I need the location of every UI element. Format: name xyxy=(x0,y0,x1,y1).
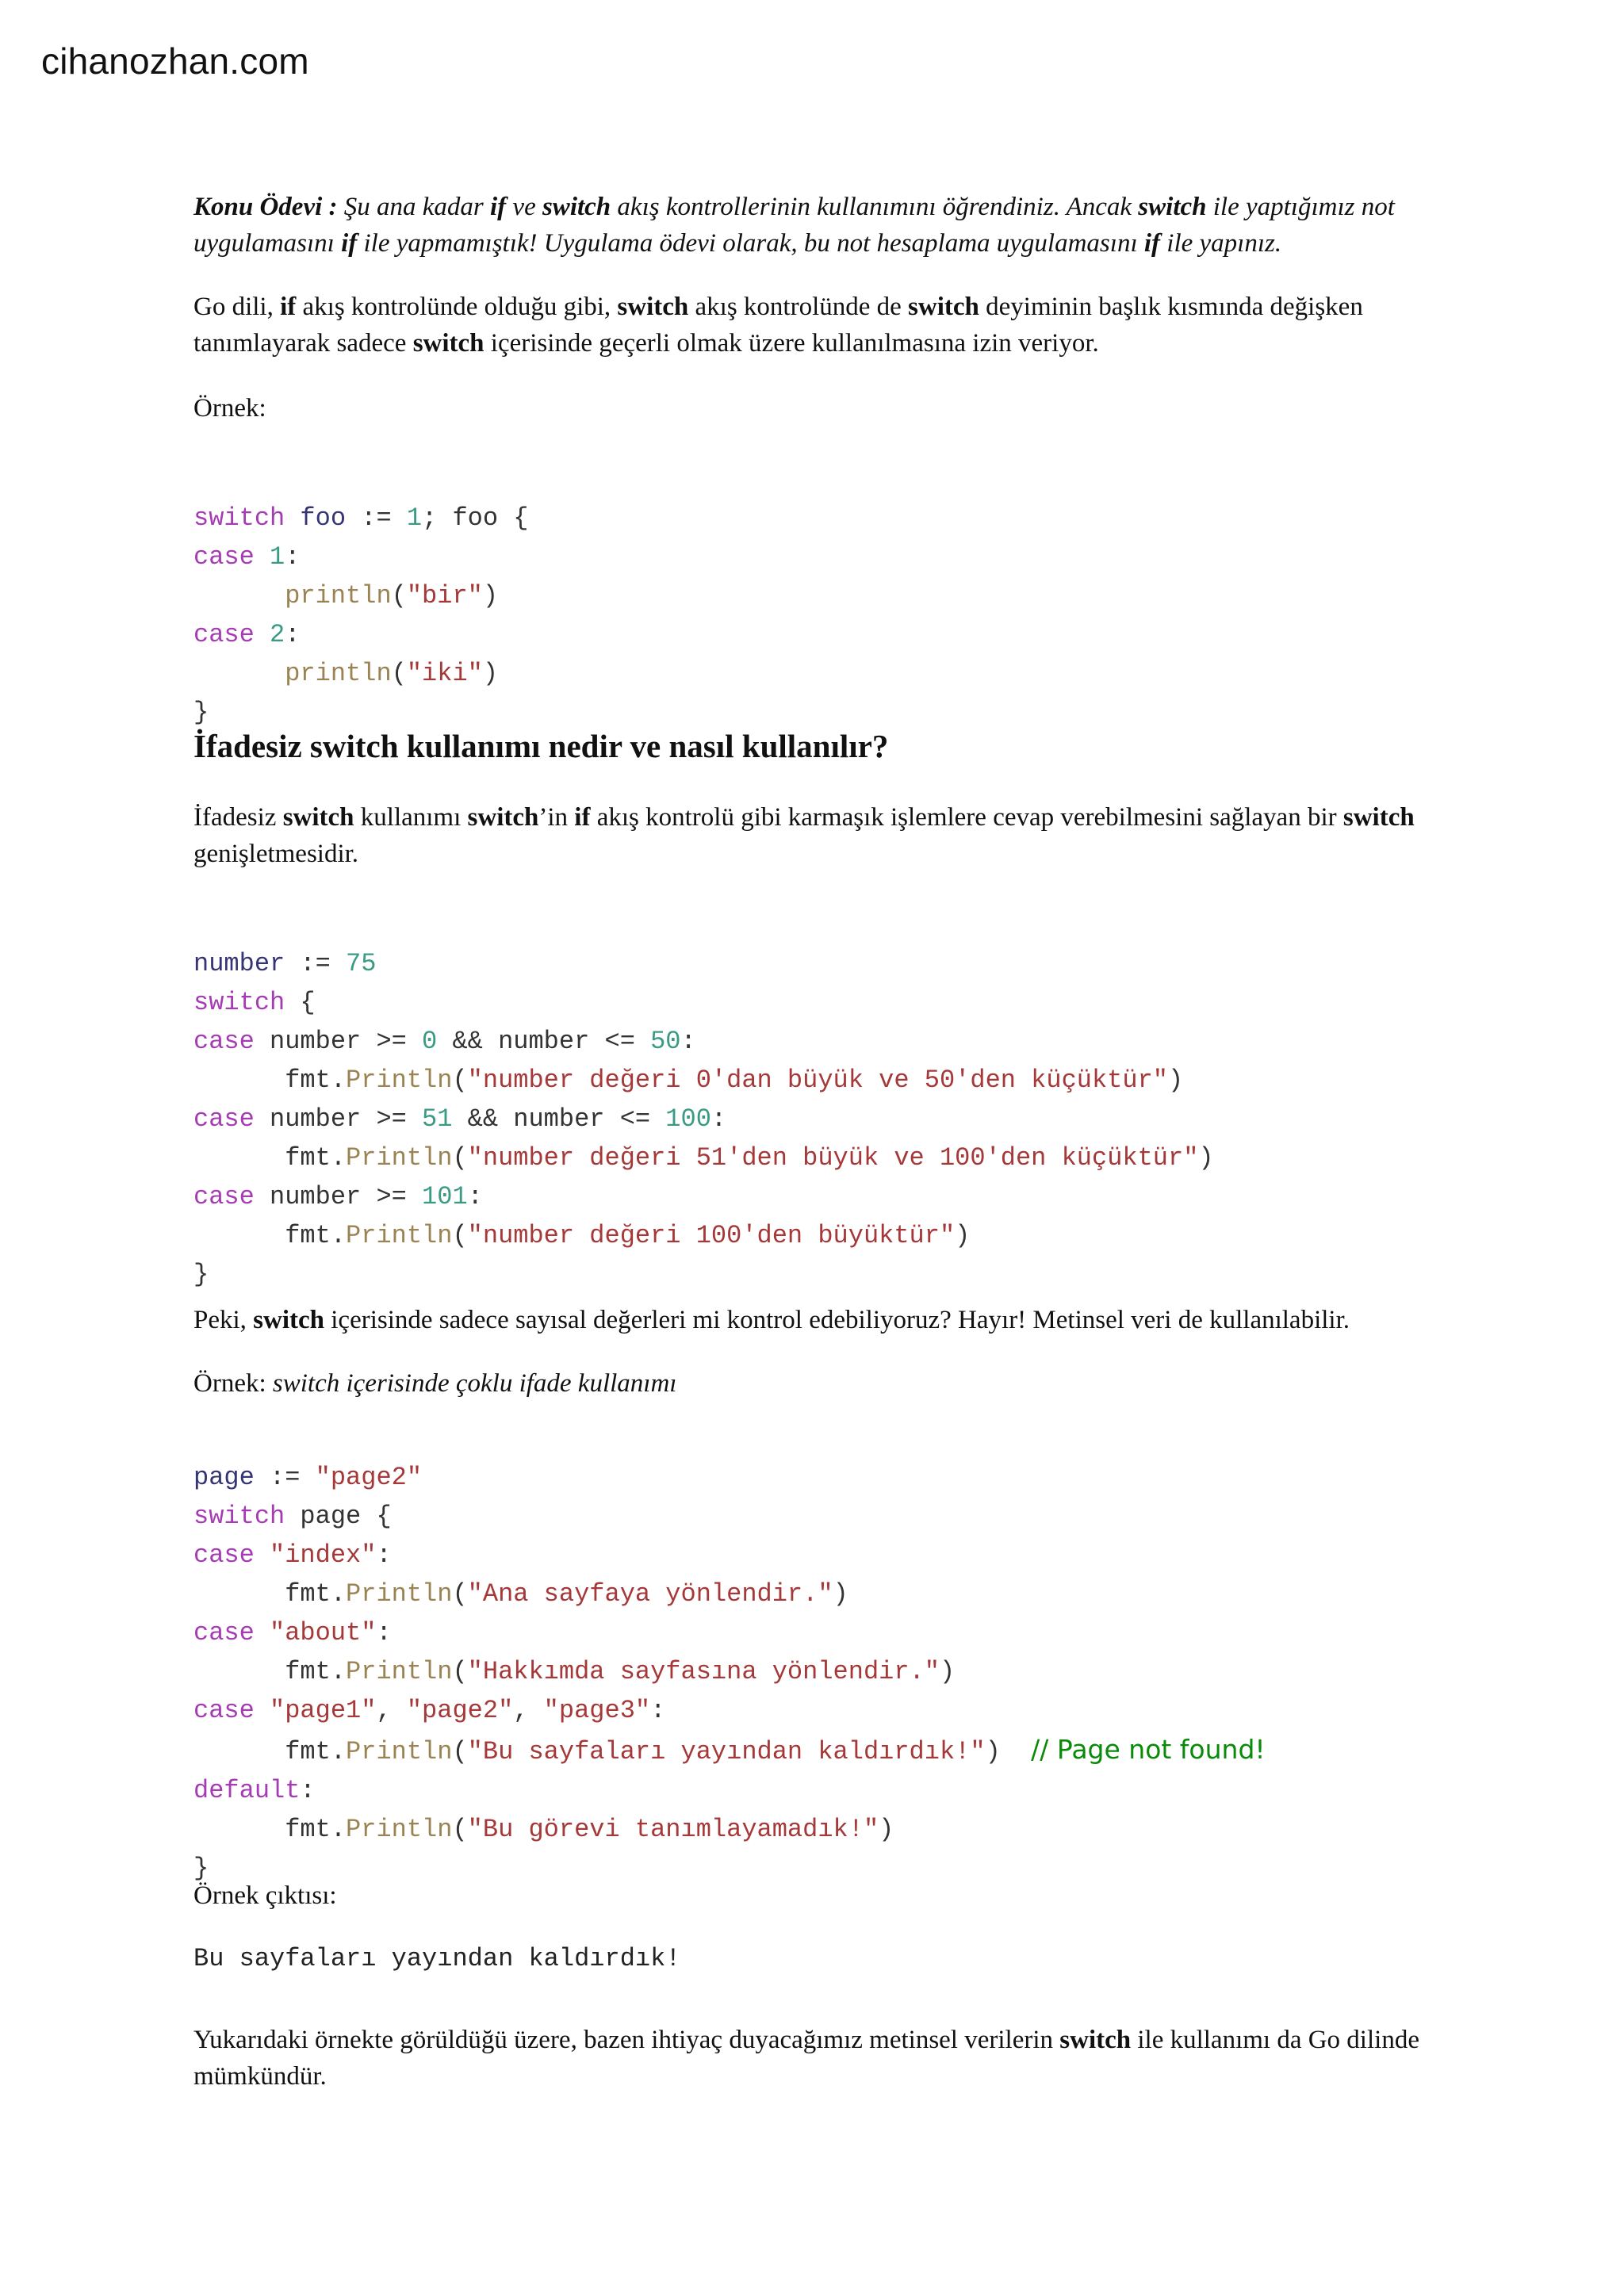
code-line: switch page { xyxy=(193,1502,392,1531)
code-line: println("bir") xyxy=(285,581,499,610)
code-line: case "index": xyxy=(193,1540,392,1570)
code-line: switch { xyxy=(193,988,316,1017)
code-line: case 2: xyxy=(193,620,301,649)
code-line: number := 75 xyxy=(193,949,377,978)
code-line: fmt.Println("Ana sayfaya yönlendir.") xyxy=(193,1579,848,1609)
code-line: default: xyxy=(193,1776,316,1805)
code-line: case number >= 51 && number <= 100: xyxy=(193,1104,727,1134)
code-line: case number >= 0 && number <= 50: xyxy=(193,1027,696,1056)
code-line: page := "page2" xyxy=(193,1463,423,1492)
example2-label: Örnek: switch içerisinde çoklu ifade kullanımı xyxy=(193,1369,677,1398)
code-line: fmt.Println("number değeri 51'den büyük ve 100'den küçüktür") xyxy=(193,1143,1214,1173)
code-line: fmt.Println("Bu sayfaları yayından kaldırdık!") // Page not found! xyxy=(193,1734,1266,1766)
code-line: switch foo := 1; foo { xyxy=(193,503,529,533)
code-block-string-switch xyxy=(193,1419,1266,1965)
example-label: Örnek: xyxy=(193,394,266,423)
code-line: case 1: xyxy=(193,542,301,572)
site-name: cihanozhan.com xyxy=(41,40,309,82)
code-line: } xyxy=(193,698,209,727)
output-label: Örnek çıktısı: xyxy=(193,1881,337,1910)
code-line: } xyxy=(193,1260,209,1289)
code-line: fmt.Println("Bu görevi tanımlayamadık!") xyxy=(193,1815,894,1844)
assignment-paragraph: Konu Ödevi : Şu ana kadar if ve switch akış kontrollerinin kullanımını öğrendiniz. Ancak switch ile yaptığımız not uygulamasını if ile yapmamıştık! Uygulama ödevi olarak, bu not hesaplama uygulamasını if ile yapınız. xyxy=(193,193,1395,258)
section-heading: İfadesiz switch kullanımı nedir ve nasıl kullanılır? xyxy=(193,728,889,764)
code-line: case number >= 101: xyxy=(193,1182,483,1211)
code-line: } xyxy=(193,1854,209,1883)
code-line: case "page1", "page2", "page3": xyxy=(193,1696,666,1725)
code-line: println("iki") xyxy=(285,659,499,688)
code-line: case "about": xyxy=(193,1618,392,1647)
text-data-paragraph: Peki, switch içerisinde sadece sayısal değerleri mi kontrol edebiliyoruz? Hayır! Metinsel veri de kullanılabilir. xyxy=(193,1306,1350,1334)
code-line: fmt.Println("Hakkımda sayfasına yönlendir.") xyxy=(193,1657,956,1686)
code-comment: // Page not found! xyxy=(1031,1734,1266,1765)
intro-paragraph: Go dili, if akış kontrolünde olduğu gibi, switch akış kontrolünde de switch deyiminin başlık kısmında değişken tanımlayarak sadece switch içerisinde geçerli olmak üzere kullanılmasına izin veriyor. xyxy=(193,293,1363,358)
conclusion-paragraph: Yukarıdaki örnekte görüldüğü üzere, bazen ihtiyaç duyacağımız metinsel verilerin switch ile kullanımı da Go dilinde mümkündür. xyxy=(193,2026,1419,2091)
example-output: Bu sayfaları yayından kaldırdık! xyxy=(193,1944,681,1973)
code-line: fmt.Println("number değeri 0'dan büyük ve 50'den küçüktür") xyxy=(193,1066,1184,1095)
code-line: fmt.Println("number değeri 100'den büyüktür") xyxy=(193,1221,971,1250)
assignment-label: Konu Ödevi : xyxy=(193,193,338,221)
expressionless-switch-paragraph: İfadesiz switch kullanımı switch’in if akış kontrolü gibi karmaşık işlemlere cevap verebilmesini sağlayan bir switch genişletmesidir. xyxy=(193,803,1415,868)
